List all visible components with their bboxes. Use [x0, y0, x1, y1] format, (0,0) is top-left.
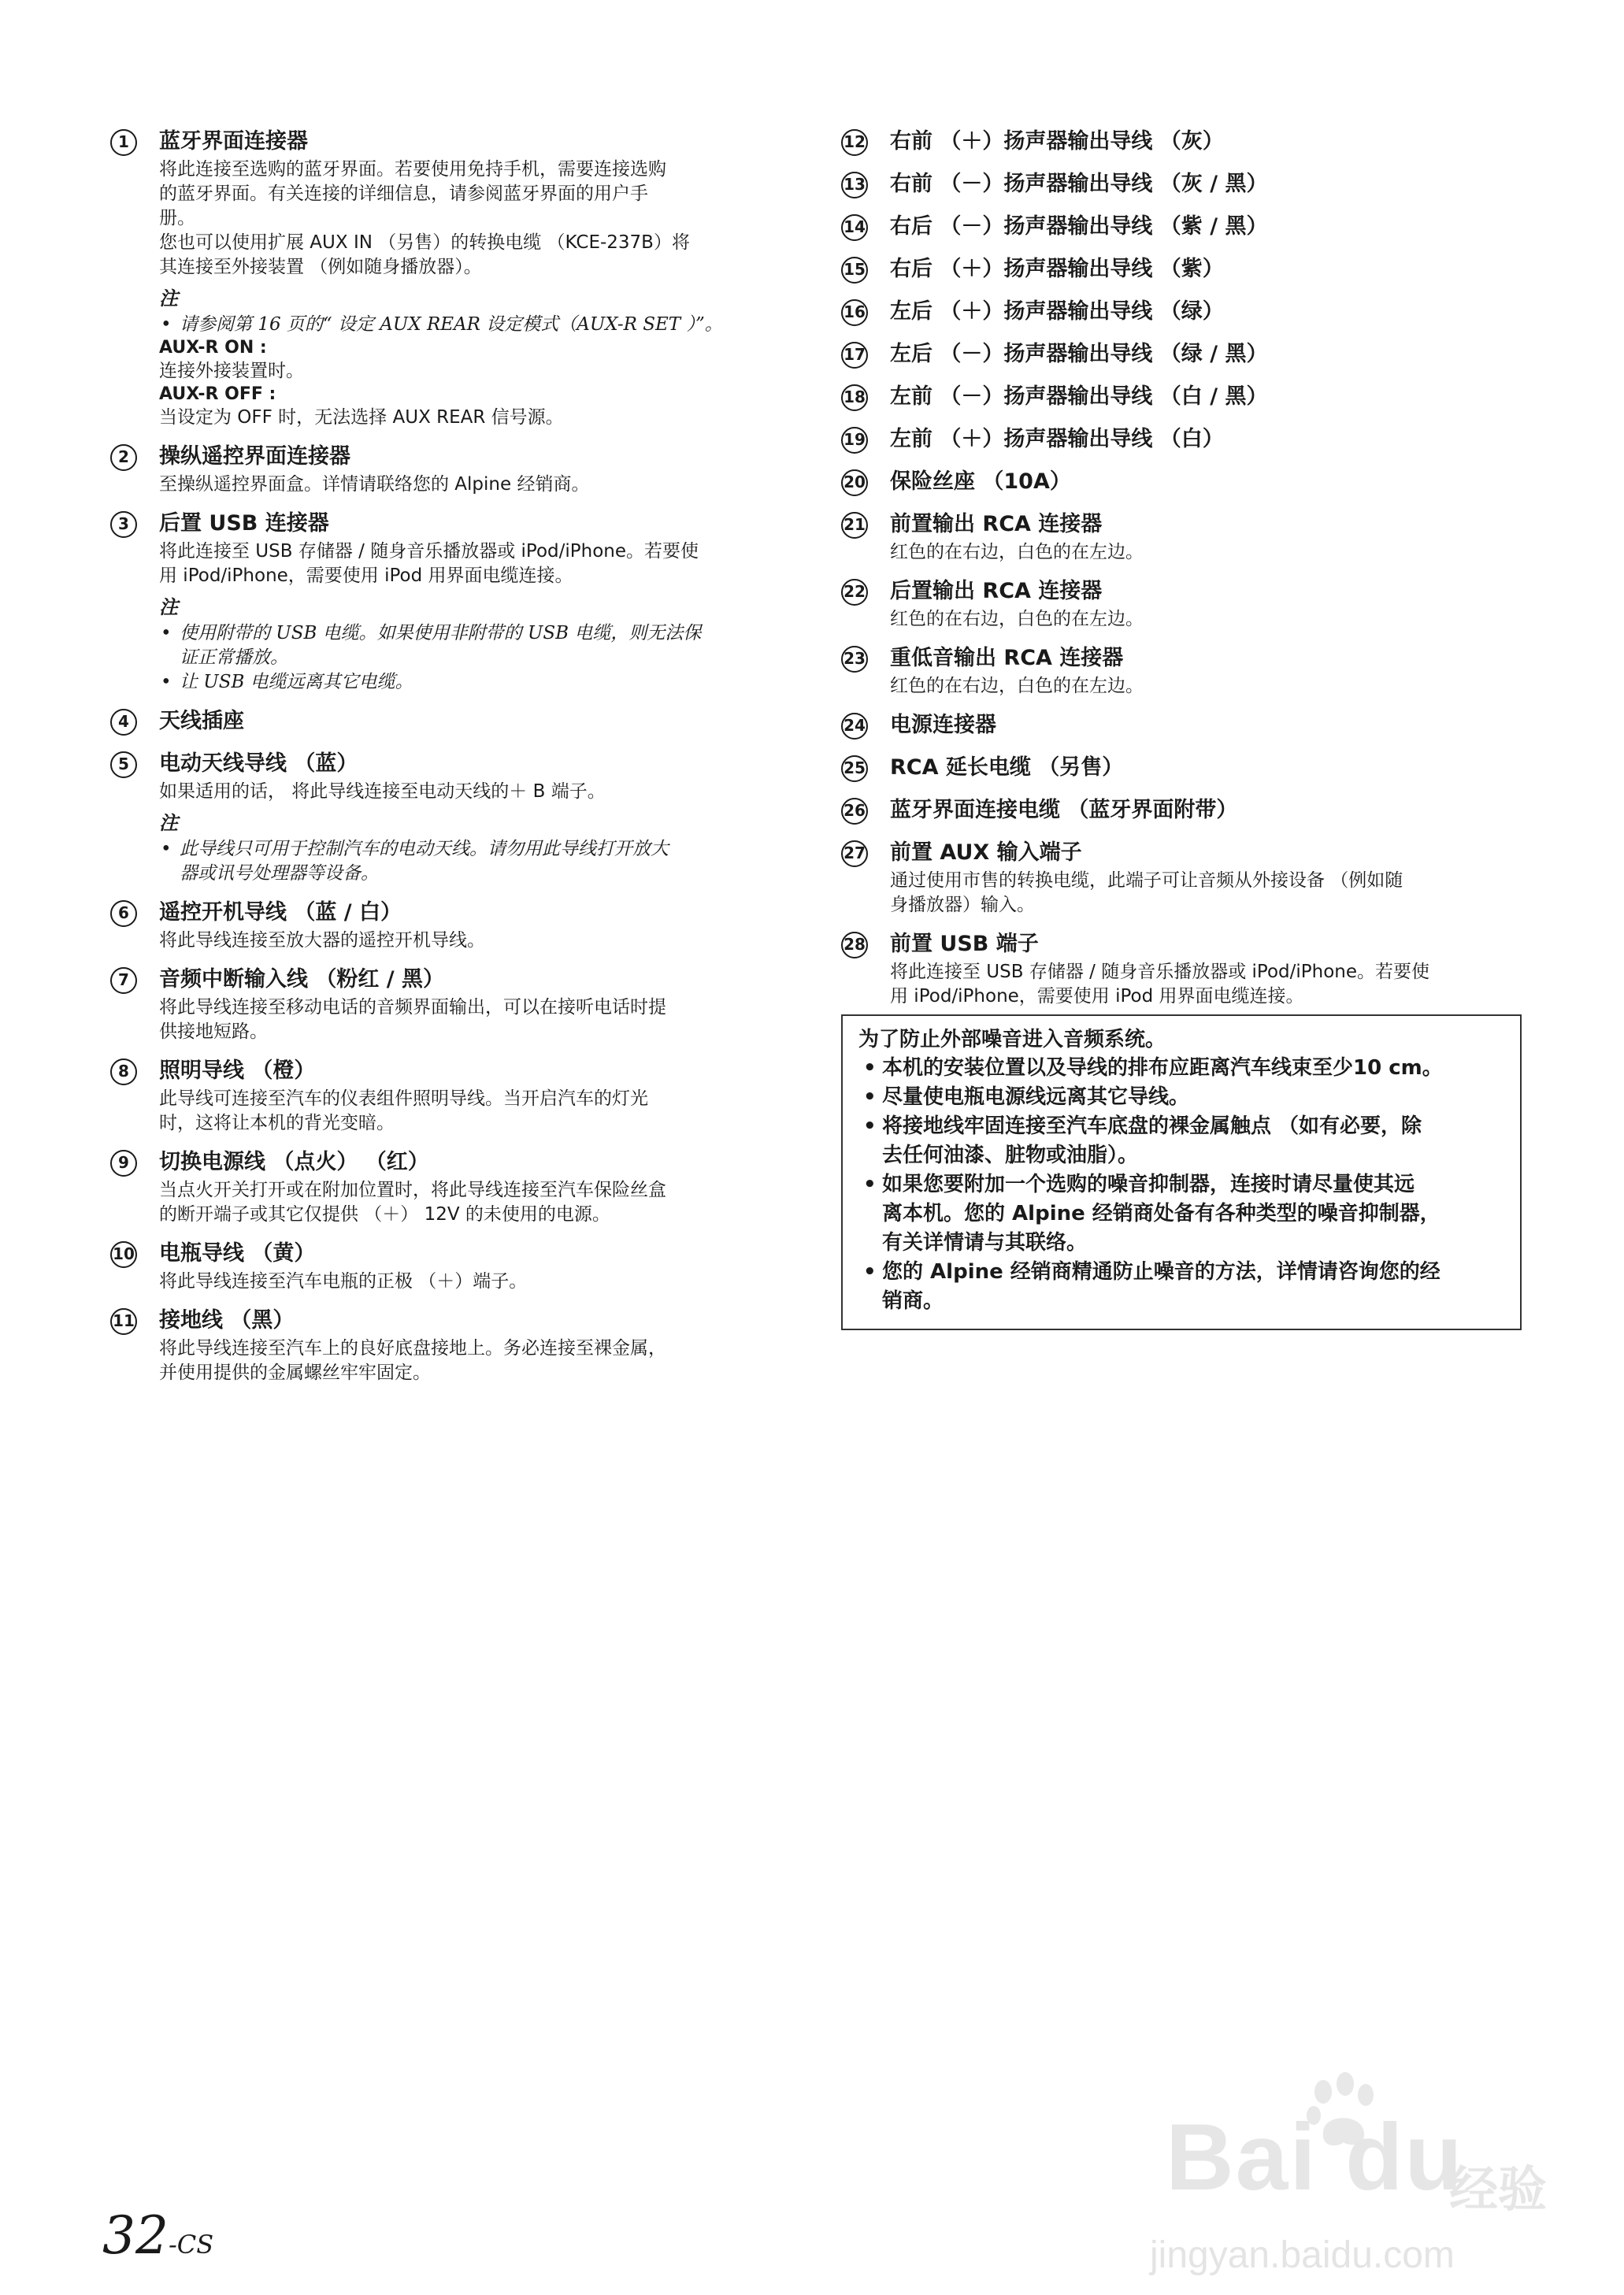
item-number-badge: 6	[110, 900, 137, 927]
connector-item	[841, 381, 1534, 413]
item-description	[159, 473, 803, 497]
noise-bullet-line: 去任何油漆、脏物或油脂）。	[882, 1144, 1139, 1167]
item-spacer	[841, 826, 1534, 837]
item-spacer	[841, 158, 1534, 169]
note-heading: 注	[159, 287, 178, 310]
item-spacer	[841, 784, 1534, 795]
connector-item	[841, 169, 1534, 200]
item-title: 电瓶导线 （黄）	[159, 1241, 316, 1266]
connector-item	[110, 748, 803, 886]
description-line: 红色的在右边，白色的在左边。	[890, 676, 1144, 696]
item-title: 前置 AUX 输入端子	[890, 840, 1082, 865]
item-description	[159, 158, 803, 280]
item-number-badge: 8	[110, 1059, 137, 1085]
description-line: 将此导线连接至汽车上的良好底盘接地上。务必连接至裸金属，	[159, 1338, 666, 1359]
item-description	[159, 1337, 803, 1385]
watermark-url: jingyan.baidu.com	[1150, 2234, 1455, 2276]
item-title: 蓝牙界面连接电缆 （蓝牙界面附带）	[890, 798, 1238, 822]
description-line: 将此连接至 USB 存储器 / 随身音乐播放器或 iPod/iPhone。若要使	[159, 541, 699, 562]
noise-bullet-line: • 尽量使电瓶电源线远离其它导线。	[882, 1085, 1190, 1109]
item-description	[890, 607, 1534, 632]
description-line: 将此连接至 USB 存储器 / 随身音乐播放器或 iPod/iPhone。若要使	[890, 962, 1430, 982]
connector-item	[110, 1305, 803, 1385]
description-line: 此导线可连接至汽车的仪表组件照明导线。当开启汽车的灯光	[159, 1088, 648, 1109]
description-line: 您也可以使用扩展 AUX IN （另售）的转换电缆 （KCE-237B）将	[159, 232, 690, 253]
connector-item	[841, 929, 1534, 1009]
description-line: 将此连接至选购的蓝牙界面。若要使用免持手机，需要连接选购	[159, 159, 666, 180]
item-number-badge: 12	[841, 129, 868, 156]
noise-box-title: 为了防止外部噪音进入音频系统。	[858, 1028, 1166, 1051]
connector-item	[841, 424, 1534, 455]
item-number-badge: 15	[841, 257, 868, 284]
noise-bullet-line: • 您的 Alpine 经销商精通防止噪音的方法，详情请咨询您的经	[882, 1260, 1440, 1284]
page-number-value: 32	[102, 2205, 169, 2266]
note-line: • 使用附带的 USB 电缆。如果使用非附带的 USB 电缆，则无法保	[159, 621, 803, 646]
description-line: 并使用提供的金属螺丝牢牢固定。	[159, 1363, 431, 1383]
description-line: 册。	[159, 208, 195, 228]
item-spacer	[841, 498, 1534, 509]
description-line: 的蓝牙界面。有关连接的详细信息，请参阅蓝牙界面的用户手	[159, 184, 648, 204]
description-line: 其连接至外接装置 （例如随身播放器）。	[159, 257, 482, 277]
item-number-badge: 11	[110, 1308, 137, 1335]
item-title: 天线插座	[159, 709, 244, 733]
note-heading: 注	[159, 596, 178, 618]
description-line: 至操纵遥控界面盒。详情请联络您的 Alpine 经销商。	[159, 474, 590, 495]
setting-text: 当设定为 OFF 时，无法选择 AUX REAR 信号源。	[159, 407, 564, 428]
description-line: 用 iPod/iPhone，需要使用 iPod 用界面电缆连接。	[159, 565, 573, 586]
page-number-suffix: -CS	[168, 2230, 214, 2260]
connector-item	[110, 1055, 803, 1136]
item-description	[159, 1087, 803, 1136]
connector-item	[841, 710, 1534, 741]
connector-item	[841, 795, 1534, 826]
description-line: 红色的在右边，白色的在左边。	[890, 609, 1144, 629]
item-spacer	[110, 430, 803, 441]
description-line: 通过使用市售的转换电缆，此端子可让音频从外接设备 （例如随	[890, 870, 1403, 891]
item-description	[890, 960, 1534, 1009]
item-description	[159, 780, 803, 804]
item-number-badge: 9	[110, 1150, 137, 1177]
item-spacer	[841, 328, 1534, 339]
item-spacer	[110, 1044, 803, 1055]
noise-bullet-line: • 如果您要附加一个选购的噪音抑制器，连接时请尽量使其远	[882, 1173, 1415, 1196]
item-title: 电动天线导线 （蓝）	[159, 751, 358, 776]
note-line: 证正常播放。	[180, 647, 288, 668]
note-line: 器或讯号处理器等设备。	[180, 863, 379, 884]
item-description	[159, 539, 803, 588]
item-number-badge: 14	[841, 214, 868, 241]
note-line: • 让 USB 电缆远离其它电缆。	[159, 670, 803, 695]
item-description	[890, 674, 1534, 699]
item-title: 蓝牙界面连接器	[159, 129, 308, 154]
item-spacer	[841, 370, 1534, 381]
item-number-badge: 7	[110, 967, 137, 994]
item-spacer	[841, 243, 1534, 254]
item-title: 左后 （－）扬声器输出导线 （绿 / 黑）	[890, 342, 1268, 366]
baidu-watermark	[1134, 2063, 1575, 2276]
item-spacer	[110, 695, 803, 706]
item-number-badge: 21	[841, 512, 868, 539]
connector-item	[110, 1238, 803, 1294]
description-line: 当点火开关打开或在附加位置时，将此导线连接至汽车保险丝盒	[159, 1180, 666, 1200]
noise-bullet	[858, 1083, 1506, 1112]
item-spacer	[841, 918, 1534, 929]
item-title: 重低音输出 RCA 连接器	[890, 646, 1124, 670]
note-line: • 此导线只可用于控制汽车的电动天线。请勿用此导线打开放大	[159, 837, 803, 862]
item-spacer	[110, 737, 803, 748]
watermark-brand: 经验	[1449, 2160, 1548, 2218]
note-line: • 请参阅第 16 页的“ 设定 AUX REAR 设定模式（AUX-R SET ）”。	[159, 313, 803, 337]
item-spacer	[110, 953, 803, 964]
item-title: RCA 延长电缆 （另售）	[890, 755, 1124, 780]
connector-item	[841, 254, 1534, 285]
item-spacer	[110, 1136, 803, 1147]
item-description	[890, 869, 1534, 918]
connector-item	[841, 509, 1534, 565]
page-number	[102, 2205, 213, 2266]
item-spacer	[110, 497, 803, 508]
item-title: 接地线 （黑）	[159, 1308, 295, 1333]
item-title: 右后 （－）扬声器输出导线 （紫 / 黑）	[890, 214, 1268, 239]
item-spacer	[841, 699, 1534, 710]
connector-item	[841, 339, 1534, 370]
item-number-badge: 10	[110, 1241, 137, 1268]
item-title: 左前 （－）扬声器输出导线 （白 / 黑）	[890, 384, 1268, 409]
item-title: 前置输出 RCA 连接器	[890, 512, 1103, 536]
connector-item	[841, 837, 1534, 918]
connector-item	[841, 296, 1534, 328]
item-title: 右前 （＋）扬声器输出导线 （灰）	[890, 129, 1224, 154]
item-number-badge: 27	[841, 840, 868, 867]
noise-bullet	[858, 1258, 1506, 1316]
description-line: 将此导线连接至移动电话的音频界面输出，可以在接听电话时提	[159, 997, 666, 1018]
item-title: 电源连接器	[890, 713, 996, 737]
description-line: 将此导线连接至放大器的遥控开机导线。	[159, 930, 485, 951]
description-line: 身播放器）输入。	[890, 895, 1035, 915]
description-line: 红色的在右边，白色的在左边。	[890, 542, 1144, 562]
item-title: 前置 USB 端子	[890, 932, 1039, 956]
item-title: 右前 （－）扬声器输出导线 （灰 / 黑）	[890, 172, 1268, 196]
item-spacer	[841, 200, 1534, 211]
connector-item	[841, 211, 1534, 243]
noise-bullet	[858, 1170, 1506, 1258]
item-number-badge: 16	[841, 299, 868, 326]
description-line: 的断开端子或其它仅提供 （＋） 12V 的未使用的电源。	[159, 1204, 610, 1225]
item-description	[890, 540, 1534, 565]
item-title: 音频中断输入线 （粉红 / 黑）	[159, 967, 445, 992]
connector-item	[841, 126, 1534, 158]
description-line: 时，这将让本机的背光变暗。	[159, 1113, 395, 1133]
note-heading: 注	[159, 812, 178, 834]
item-description	[159, 995, 803, 1044]
noise-bullet-line: • 本机的安装位置以及导线的排布应距离汽车线束至少10 cm。	[882, 1056, 1443, 1080]
item-number-badge: 22	[841, 579, 868, 606]
item-number-badge: 13	[841, 172, 868, 198]
item-number-badge: 26	[841, 798, 868, 825]
item-spacer	[841, 413, 1534, 424]
item-number-badge: 23	[841, 646, 868, 673]
item-number-badge: 17	[841, 342, 868, 369]
item-number-badge: 24	[841, 713, 868, 740]
connector-item	[110, 508, 803, 695]
item-spacer	[110, 1385, 803, 1396]
item-number-badge: 18	[841, 384, 868, 411]
noise-bullet-line: 离本机。您的 Alpine 经销商处备有各种类型的噪音抑制器，	[882, 1202, 1440, 1225]
item-spacer	[841, 285, 1534, 296]
noise-box-bullets	[858, 1054, 1506, 1316]
noise-bullet-line: • 将接地线牢固连接至汽车底盘的裸金属触点 （如有必要，除	[882, 1114, 1422, 1138]
item-number-badge: 28	[841, 932, 868, 958]
connector-item	[110, 126, 803, 430]
item-number-badge: 19	[841, 427, 868, 454]
item-number-badge: 5	[110, 751, 137, 778]
noise-bullet	[858, 1054, 1506, 1083]
description-line: 将此导线连接至汽车电瓶的正极 （＋）端子。	[159, 1271, 528, 1292]
watermark-logo: Bai du	[1166, 2104, 1464, 2210]
item-number-badge: 20	[841, 469, 868, 496]
item-title: 左后 （＋）扬声器输出导线 （绿）	[890, 299, 1224, 324]
connector-item	[110, 441, 803, 497]
item-number-badge: 3	[110, 511, 137, 538]
item-spacer	[841, 565, 1534, 576]
right-column	[841, 126, 1534, 1020]
connector-item	[841, 643, 1534, 699]
noise-bullet-line: 销商。	[882, 1289, 944, 1313]
item-title: 切换电源线 （点火） （红）	[159, 1150, 429, 1174]
noise-prevention-box	[841, 1014, 1522, 1330]
connector-item	[841, 752, 1534, 784]
item-spacer	[110, 1294, 803, 1305]
noise-bullet	[858, 1112, 1506, 1170]
item-number-badge: 4	[110, 709, 137, 736]
item-spacer	[841, 455, 1534, 466]
item-title: 遥控开机导线 （蓝 / 白）	[159, 900, 402, 925]
connector-item	[841, 576, 1534, 632]
noise-bullet-line: 有关详情请与其联络。	[882, 1231, 1088, 1255]
item-title: 左前 （＋）扬声器输出导线 （白）	[890, 427, 1224, 451]
item-description	[159, 1270, 803, 1294]
connector-item	[110, 964, 803, 1044]
description-line: 用 iPod/iPhone，需要使用 iPod 用界面电缆连接。	[890, 986, 1304, 1007]
connector-item	[110, 897, 803, 953]
connector-item	[841, 466, 1534, 498]
item-number-badge: 25	[841, 755, 868, 782]
item-spacer	[110, 1227, 803, 1238]
item-title: 保险丝座 （10A）	[890, 469, 1071, 494]
item-title: 右后 （＋）扬声器输出导线 （紫）	[890, 257, 1224, 281]
item-spacer	[841, 741, 1534, 752]
item-number-badge: 1	[110, 129, 137, 156]
setting-label: AUX-R ON :	[159, 338, 267, 358]
description-line: 供接地短路。	[159, 1021, 268, 1042]
setting-label: AUX-R OFF :	[159, 384, 276, 404]
item-title: 操纵遥控界面连接器	[159, 444, 350, 469]
connector-item	[110, 706, 803, 737]
item-description	[159, 1178, 803, 1227]
item-title: 后置输出 RCA 连接器	[890, 579, 1103, 603]
item-spacer	[841, 632, 1534, 643]
item-number-badge: 2	[110, 444, 137, 471]
connector-item	[110, 1147, 803, 1227]
description-line: 如果适用的话， 将此导线连接至电动天线的＋ B 端子。	[159, 781, 606, 802]
item-title: 照明导线 （橙）	[159, 1059, 316, 1083]
item-spacer	[110, 886, 803, 897]
item-title: 后置 USB 连接器	[159, 511, 329, 536]
item-description	[159, 929, 803, 953]
setting-text: 连接外接装置时。	[159, 361, 304, 381]
left-column	[110, 126, 803, 1396]
